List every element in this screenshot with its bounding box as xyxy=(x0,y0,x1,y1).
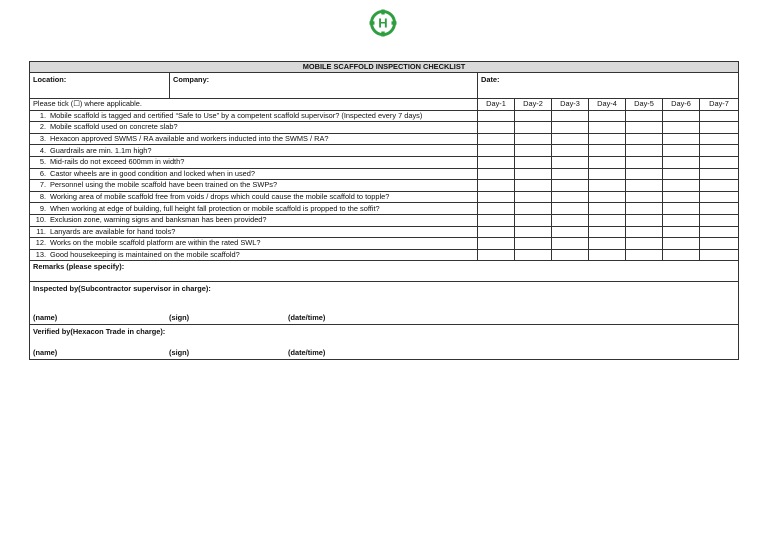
tick-cell-day-3[interactable] xyxy=(552,145,589,157)
inspected-by-label: Inspected by(Subcontractor supervisor in charge): xyxy=(33,284,211,294)
item-text: Exclusion zone, warning signs and banksman has been provided? xyxy=(50,215,267,225)
checklist-row xyxy=(30,145,739,157)
checklist-item xyxy=(30,122,478,134)
tick-cell-day-3[interactable] xyxy=(552,110,589,122)
tick-cell-day-6[interactable] xyxy=(663,226,700,238)
tick-cell-day-4[interactable] xyxy=(589,191,626,203)
tick-cell-day-3[interactable] xyxy=(552,133,589,145)
remarks-field[interactable] xyxy=(30,261,739,282)
tick-cell-day-1[interactable] xyxy=(478,156,515,168)
instruction-text: Please tick (☐) where applicable. xyxy=(30,99,478,111)
tick-cell-day-1[interactable] xyxy=(478,110,515,122)
checklist-row xyxy=(30,180,739,192)
checklist-item xyxy=(30,249,478,261)
scaffold-inspection-checklist xyxy=(29,61,739,360)
item-number: 3. xyxy=(39,134,46,144)
inspected-sign-field[interactable]: (sign) xyxy=(169,313,190,323)
checklist-item xyxy=(30,145,478,157)
tick-cell-day-5[interactable] xyxy=(626,203,663,215)
tick-cell-day-7[interactable] xyxy=(700,238,739,250)
tick-cell-day-5[interactable] xyxy=(626,133,663,145)
item-text: Hexacon approved SWMS / RA available and workers inducted into the SWMS / RA? xyxy=(50,134,329,144)
item-number: 9. xyxy=(39,203,46,213)
inspected-name-field[interactable]: (name) xyxy=(33,313,58,323)
checklist-row xyxy=(30,249,739,261)
day-header-7: Day-7 xyxy=(700,99,739,111)
tick-cell-day-7[interactable] xyxy=(700,191,739,203)
tick-cell-day-6[interactable] xyxy=(663,133,700,145)
checklist-row xyxy=(30,168,739,180)
checklist-item xyxy=(30,180,478,192)
verified-datetime-field[interactable]: (date/time) xyxy=(288,348,326,358)
tick-cell-day-2[interactable] xyxy=(515,226,552,238)
checklist-item xyxy=(30,168,478,180)
tick-cell-day-2[interactable] xyxy=(515,168,552,180)
tick-cell-day-2[interactable] xyxy=(515,249,552,261)
date-label: Date: xyxy=(481,75,500,84)
hexacon-h-logo-icon xyxy=(369,9,397,37)
tick-cell-day-6[interactable] xyxy=(663,122,700,134)
tick-cell-day-7[interactable] xyxy=(700,226,739,238)
location-field[interactable] xyxy=(30,73,170,99)
tick-cell-day-5[interactable] xyxy=(626,226,663,238)
inspected-by-block xyxy=(30,282,739,325)
checklist-item xyxy=(30,156,478,168)
location-label: Location: xyxy=(33,75,67,84)
item-number: 2. xyxy=(39,122,46,132)
tick-cell-day-2[interactable] xyxy=(515,214,552,226)
tick-cell-day-1[interactable] xyxy=(478,180,515,192)
day-header-3: Day-3 xyxy=(552,99,589,111)
tick-cell-day-6[interactable] xyxy=(663,110,700,122)
tick-cell-day-4[interactable] xyxy=(589,226,626,238)
verified-name-field[interactable]: (name) xyxy=(33,348,58,358)
tick-cell-day-6[interactable] xyxy=(663,191,700,203)
checklist-row xyxy=(30,122,739,134)
checklist-row xyxy=(30,110,739,122)
checklist-row xyxy=(30,203,739,215)
tick-cell-day-7[interactable] xyxy=(700,145,739,157)
tick-cell-day-7[interactable] xyxy=(700,168,739,180)
company-label: Company: xyxy=(173,75,210,84)
day-header-5: Day-5 xyxy=(626,99,663,111)
tick-cell-day-7[interactable] xyxy=(700,214,739,226)
day-header-2: Day-2 xyxy=(515,99,552,111)
logo-letter: H xyxy=(378,15,388,31)
tick-cell-day-6[interactable] xyxy=(663,145,700,157)
tick-cell-day-6[interactable] xyxy=(663,168,700,180)
item-text: Working area of mobile scaffold free from voids / drops which could cause the mobile scaffold to topple? xyxy=(50,192,390,202)
item-number: 5. xyxy=(39,157,46,167)
tick-cell-day-7[interactable] xyxy=(700,180,739,192)
tick-cell-day-2[interactable] xyxy=(515,133,552,145)
checklist-item xyxy=(30,110,478,122)
item-text: Good housekeeping is maintained on the mobile scaffold? xyxy=(50,250,240,260)
tick-cell-day-1[interactable] xyxy=(478,145,515,157)
item-number: 13. xyxy=(35,250,46,260)
tick-cell-day-7[interactable] xyxy=(700,110,739,122)
item-text: Mobile scaffold used on concrete slab? xyxy=(50,122,178,132)
tick-cell-day-6[interactable] xyxy=(663,203,700,215)
tick-cell-day-2[interactable] xyxy=(515,238,552,250)
tick-cell-day-1[interactable] xyxy=(478,203,515,215)
checklist-row xyxy=(30,133,739,145)
tick-cell-day-5[interactable] xyxy=(626,156,663,168)
tick-cell-day-5[interactable] xyxy=(626,122,663,134)
checklist-row xyxy=(30,226,739,238)
tick-cell-day-5[interactable] xyxy=(626,249,663,261)
checklist-item xyxy=(30,226,478,238)
tick-cell-day-7[interactable] xyxy=(700,122,739,134)
item-text: Works on the mobile scaffold platform are within the rated SWL? xyxy=(50,238,261,248)
item-number: 11. xyxy=(36,226,46,236)
checklist-item xyxy=(30,214,478,226)
tick-cell-day-1[interactable] xyxy=(478,133,515,145)
tick-cell-day-6[interactable] xyxy=(663,249,700,261)
item-text: When working at edge of building, full height fall protection or mobile scaffold is propped to the soffit? xyxy=(50,203,380,213)
tick-cell-day-5[interactable] xyxy=(626,145,663,157)
date-field[interactable] xyxy=(478,73,739,99)
item-text: Mid-rails do not exceed 600mm in width? xyxy=(50,157,185,167)
verified-by-block xyxy=(30,325,739,360)
tick-cell-day-2[interactable] xyxy=(515,180,552,192)
checklist-title: MOBILE SCAFFOLD INSPECTION CHECKLIST xyxy=(30,62,739,73)
tick-cell-day-3[interactable] xyxy=(552,226,589,238)
tick-cell-day-4[interactable] xyxy=(589,122,626,134)
tick-cell-day-4[interactable] xyxy=(589,180,626,192)
checklist-item xyxy=(30,238,478,250)
tick-cell-day-4[interactable] xyxy=(589,214,626,226)
item-text: Castor wheels are in good condition and locked when in used? xyxy=(50,168,256,178)
checklist-row xyxy=(30,214,739,226)
tick-cell-day-4[interactable] xyxy=(589,145,626,157)
item-number: 10. xyxy=(35,215,46,225)
tick-cell-day-1[interactable] xyxy=(478,226,515,238)
tick-cell-day-7[interactable] xyxy=(700,249,739,261)
tick-cell-day-1[interactable] xyxy=(478,238,515,250)
tick-cell-day-7[interactable] xyxy=(700,133,739,145)
day-header-4: Day-4 xyxy=(589,99,626,111)
day-header-6: Day-6 xyxy=(663,99,700,111)
tick-cell-day-6[interactable] xyxy=(663,156,700,168)
tick-cell-day-5[interactable] xyxy=(626,180,663,192)
tick-cell-day-4[interactable] xyxy=(589,156,626,168)
checklist-item xyxy=(30,191,478,203)
company-field[interactable] xyxy=(170,73,478,99)
tick-cell-day-2[interactable] xyxy=(515,145,552,157)
verified-sign-field[interactable]: (sign) xyxy=(169,348,190,358)
checklist-row xyxy=(30,238,739,250)
tick-cell-day-3[interactable] xyxy=(552,180,589,192)
tick-cell-day-1[interactable] xyxy=(478,214,515,226)
item-number: 8. xyxy=(39,192,46,202)
checklist-item xyxy=(30,203,478,215)
tick-cell-day-4[interactable] xyxy=(589,249,626,261)
item-number: 1. xyxy=(39,110,46,120)
item-text: Mobile scaffold is tagged and certified “Safe to Use” by a competent scaffold supervisor? (Inspected every 7 days) xyxy=(50,110,423,120)
tick-cell-day-2[interactable] xyxy=(515,110,552,122)
tick-cell-day-3[interactable] xyxy=(552,238,589,250)
tick-cell-day-5[interactable] xyxy=(626,110,663,122)
tick-cell-day-3[interactable] xyxy=(552,122,589,134)
tick-cell-day-6[interactable] xyxy=(663,180,700,192)
item-number: 4. xyxy=(39,145,46,155)
tick-cell-day-4[interactable] xyxy=(589,110,626,122)
item-number: 12. xyxy=(35,238,46,248)
tick-cell-day-2[interactable] xyxy=(515,122,552,134)
tick-cell-day-3[interactable] xyxy=(552,191,589,203)
item-text: Lanyards are available for hand tools? xyxy=(50,226,176,236)
tick-cell-day-5[interactable] xyxy=(626,191,663,203)
item-number: 7. xyxy=(39,180,46,190)
tick-cell-day-6[interactable] xyxy=(663,214,700,226)
tick-cell-day-1[interactable] xyxy=(478,249,515,261)
tick-cell-day-4[interactable] xyxy=(589,203,626,215)
checklist-item xyxy=(30,133,478,145)
checklist-row xyxy=(30,191,739,203)
item-text: Guardrails are min. 1.1m high? xyxy=(50,145,152,155)
tick-cell-day-3[interactable] xyxy=(552,168,589,180)
tick-cell-day-2[interactable] xyxy=(515,203,552,215)
verified-by-label: Verified by(Hexacon Trade in charge): xyxy=(33,327,166,337)
tick-cell-day-4[interactable] xyxy=(589,133,626,145)
tick-cell-day-2[interactable] xyxy=(515,191,552,203)
tick-cell-day-1[interactable] xyxy=(478,122,515,134)
tick-cell-day-1[interactable] xyxy=(478,191,515,203)
tick-cell-day-5[interactable] xyxy=(626,168,663,180)
remarks-label: Remarks (please specify): xyxy=(33,262,125,272)
tick-cell-day-5[interactable] xyxy=(626,214,663,226)
tick-cell-day-4[interactable] xyxy=(589,168,626,180)
checklist-row xyxy=(30,156,739,168)
tick-cell-day-5[interactable] xyxy=(626,238,663,250)
tick-cell-day-7[interactable] xyxy=(700,156,739,168)
item-number: 6. xyxy=(39,168,46,178)
tick-cell-day-3[interactable] xyxy=(552,203,589,215)
tick-cell-day-3[interactable] xyxy=(552,249,589,261)
item-text: Personnel using the mobile scaffold have been trained on the SWPs? xyxy=(50,180,278,190)
day-header-1: Day-1 xyxy=(478,99,515,111)
tick-cell-day-2[interactable] xyxy=(515,156,552,168)
tick-cell-day-3[interactable] xyxy=(552,156,589,168)
tick-cell-day-1[interactable] xyxy=(478,168,515,180)
tick-cell-day-4[interactable] xyxy=(589,238,626,250)
tick-cell-day-6[interactable] xyxy=(663,238,700,250)
inspected-datetime-field[interactable]: (date/time) xyxy=(288,313,326,323)
tick-cell-day-3[interactable] xyxy=(552,214,589,226)
tick-cell-day-7[interactable] xyxy=(700,203,739,215)
